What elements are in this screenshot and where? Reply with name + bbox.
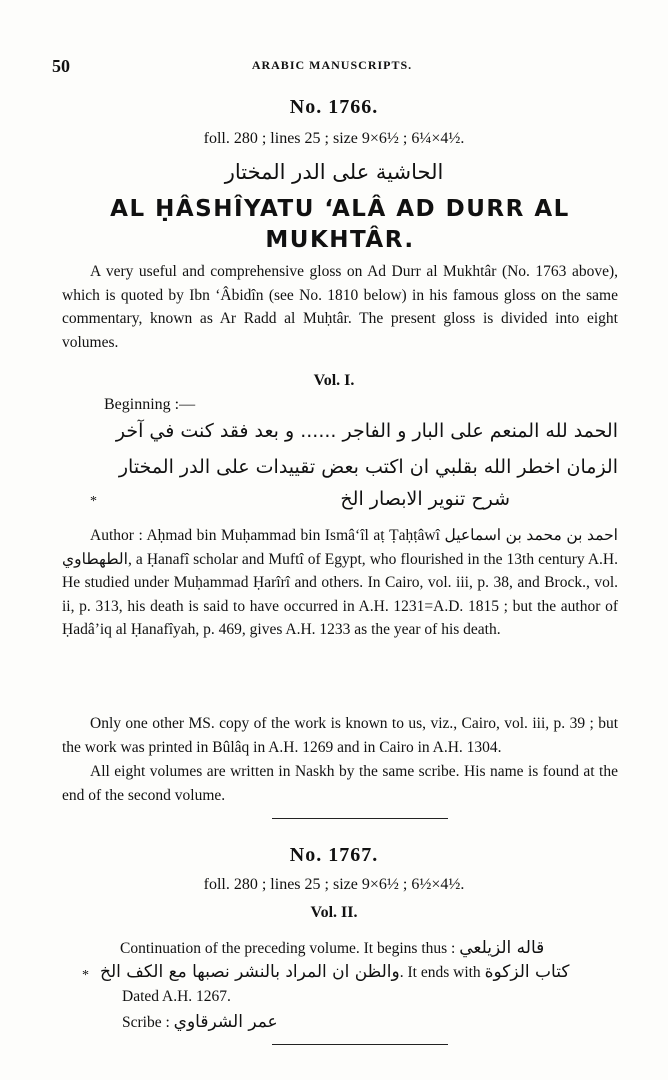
page-header <box>52 56 612 80</box>
scribe-name-arabic: عمر الشرقاوي <box>173 1012 278 1032</box>
page-number: 50 <box>52 56 70 76</box>
entry-number-2: No. 1767. <box>289 844 379 866</box>
beginning-arabic-line-1: الحمد لله المنعم على البار و الفاجر ...... و بعد فقد كنت في آخر <box>115 420 618 442</box>
description-paragraph: A very useful and comprehensive gloss on Ad Durr al Mukhtâr (No. 1763 above), which is quoted by Ibn ‘Âbidîn (see No. 1810 below) in his famous gloss on the same commentary, known as Ar Radd al Muḥtâr. The present gloss is divided into eight volumes. <box>62 263 618 351</box>
begin-arabic: قاله الزيلعي <box>459 938 545 958</box>
arabic-title: الحاشية على الدر المختار <box>224 160 444 184</box>
dated-line: Dated A.H. 1267. <box>122 988 231 1005</box>
work-title-line-2: MUKHTÂR. <box>265 227 415 253</box>
section-divider-2 <box>272 1044 448 1045</box>
work-title-line-1: AL ḤÂSHÎYATU ‘ALÂ AD DURR AL <box>110 196 570 222</box>
section-divider <box>272 818 448 819</box>
entry-meta: foll. 280 ; lines 25 ; size 9×6½ ; 6¼×4½. <box>203 130 465 147</box>
scribe-paragraph: All eight volumes are written in Naskh by the same scribe. His name is found at the end of the second volume. <box>62 763 618 804</box>
copies-paragraph: Only one other MS. copy of the work is known to us, viz., Cairo, vol. iii, p. 39 ; but the work was printed in Bûlâq in A.H. 1269 and in Cairo in A.H. 1304. <box>62 715 618 756</box>
work-title <box>60 194 620 256</box>
entry-meta-2: foll. 280 ; lines 25 ; size 9×6½ ; 6½×4½. <box>203 876 465 893</box>
continuation-line: Continuation of the preceding volume. It begins thus : قاله الزيلعي <box>120 938 545 958</box>
beginning-arabic-line-3: شرح تنوير الابصار الخ <box>340 488 510 510</box>
beginning-label: Beginning :— <box>104 396 196 413</box>
scribe-line: Scribe : عمر الشرقاوي <box>122 1012 278 1032</box>
asterisk-mark-2: * <box>82 968 89 983</box>
asterisk-mark: * <box>90 494 97 509</box>
entry-number: No. 1766. <box>289 96 379 118</box>
author-paragraph: Author : Aḥmad bin Muḥammad bin Ismâ‘îl aṭ Ṭaḥṭâwî احمد بن محمد بن اسماعيل الطهطاوي, a Ḥanafî scholar and Muftî of Egypt, who flourished in the 13th century A.H. He studied under Muḥammad Ḥarîrî and others. In Cairo, vol. iii, p. 38, and Brock., vol. ii, p. 313, his death is said to have occurred in A.H. 1231=A.D. 1815 ; but the author of Ḥadâ’iq al Ḥanafîyah, p. 469, gives A.H. 1233 as the year of his death. <box>62 527 618 638</box>
volume-heading: Vol. I. <box>313 372 355 389</box>
ends-line: والظن ان المراد بالنشر نصبها مع الكف الخ. It ends with كتاب الزكوة <box>100 962 570 982</box>
end-arabic-a: والظن ان المراد بالنشر نصبها مع الكف الخ <box>100 962 400 982</box>
beginning-arabic-line-2: الزمان اخطر الله بقلبي ان اكتب بعض تقييدات على الدر المختار <box>118 456 618 478</box>
end-arabic-b: كتاب الزكوة <box>484 962 570 982</box>
running-title: ARABIC MANUSCRIPTS. <box>251 58 413 72</box>
volume-heading-2: Vol. II. <box>310 904 358 921</box>
